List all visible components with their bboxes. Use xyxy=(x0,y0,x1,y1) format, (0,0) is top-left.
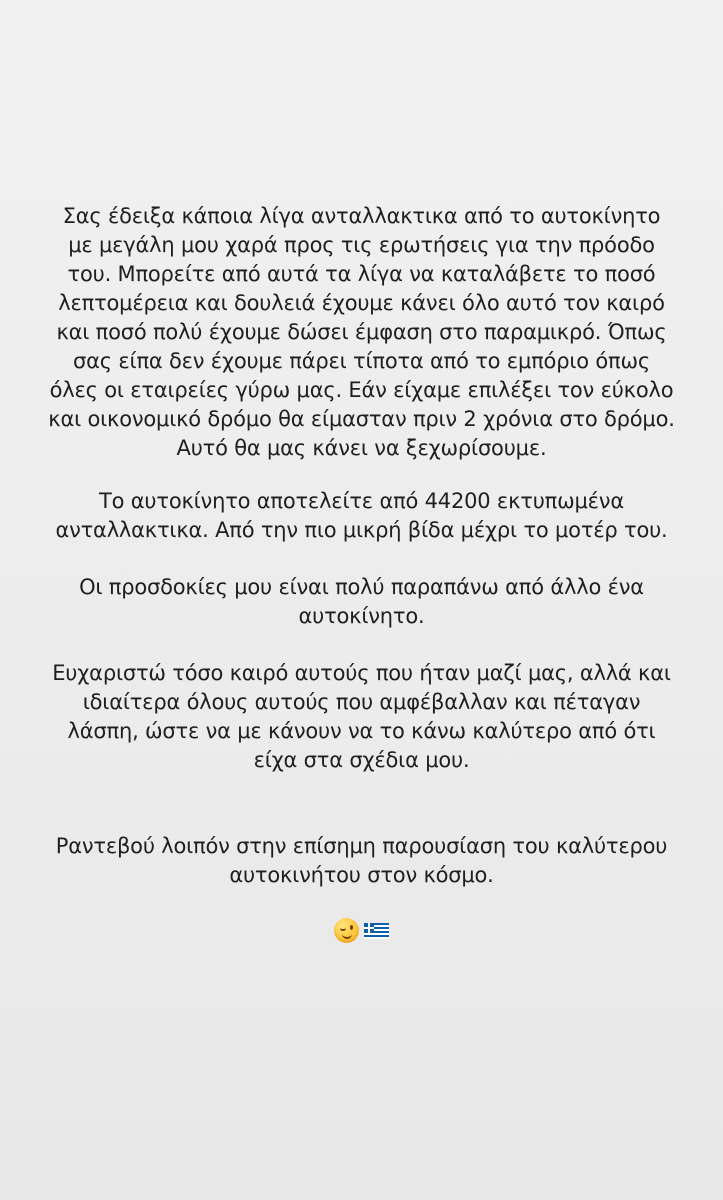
story-paragraph-1: Σας έδειξα κάποια λίγα ανταλλακτικα από το αυτοκίνητο με μεγάλη μου χαρά προς τις ερωτήσεις για την πρόοδο του. Μπορείτε από αυτά τα λίγα να καταλάβετε το ποσό λεπτομέρεια και δουλειά έχουμε κάνει όλο αυτό τον καιρό και ποσό πολύ έχουμε δώσει έμφαση στο παραμικρό. Όπως σας είπα δεν έχουμε πάρει τίποτα από το εμπόριο όπως όλες οι εταιρείες γύρω μας. Εάν είχαμε επιλέξει τον εύκολο και οικονομικό δρόμο θα είμασταν πριν 2 χρόνια στο δρόμο. Αυτό θα μας κάνει να ξεχωρίσουμε. xyxy=(48,204,675,460)
greece-flag-icon xyxy=(363,922,390,940)
story-paragraph-2: Το αυτοκίνητο αποτελείτε από 44200 εκτυπωμένα ανταλλακτικα. Από την πιο μικρή βίδα μέχρι το μοτέρ του. xyxy=(55,489,668,542)
story-paragraph-3: Οι προσδοκίες μου είναι πολύ παραπάνω από άλλο ένα αυτοκίνητο. xyxy=(79,575,644,628)
story-paragraph-5: Ραντεβού λοιπόν στην επίσημη παρουσίαση του καλύτερου αυτοκινήτου στον κόσμο. xyxy=(55,834,668,887)
winking-face-icon xyxy=(334,918,359,943)
story-paragraph-4: Ευχαριστώ τόσο καιρό αυτούς που ήταν μαζί μας, αλλά και ιδιαίτερα όλους αυτούς που αμφέβαλλαν και πέταγαν λάσπη, ώστε να με κάνουν να το κάνω καλύτερο από ότι είχα στα σχέδια μου. xyxy=(52,661,671,772)
emoji-row xyxy=(0,918,723,943)
